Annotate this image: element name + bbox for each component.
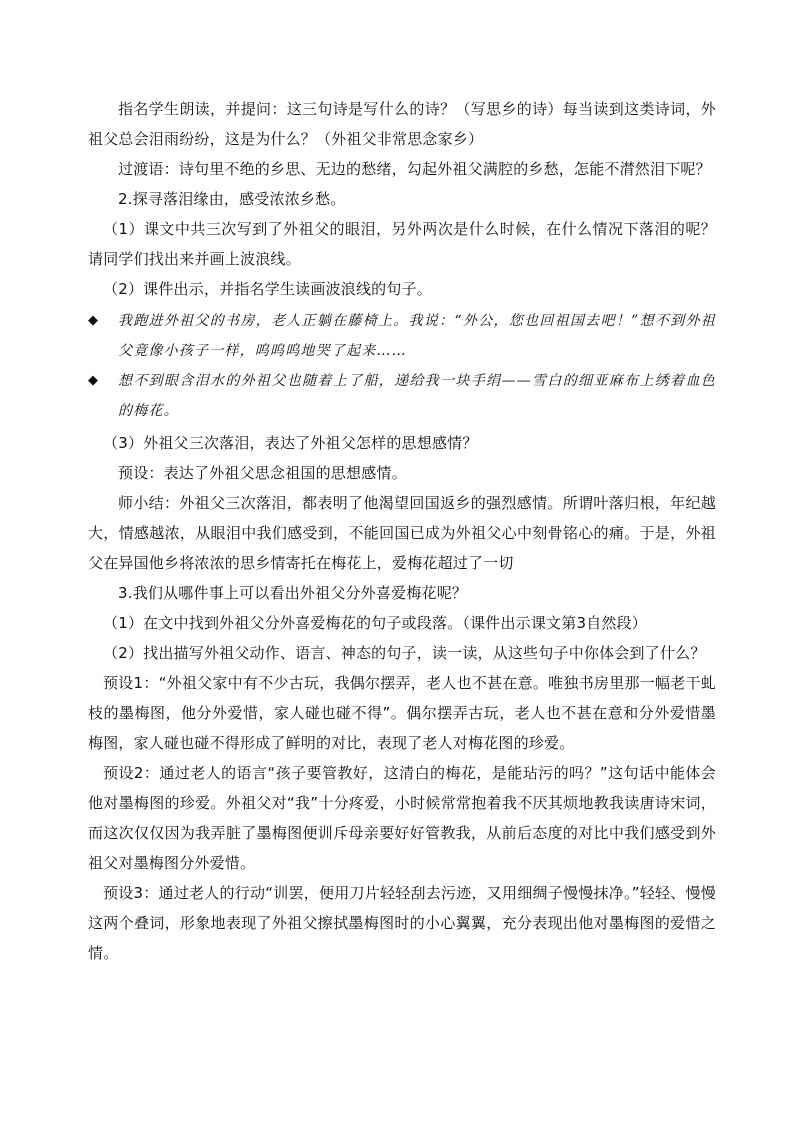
paragraph-teacher-summary: 师小结：外祖父三次落泪，都表明了他渴望回国返乡的强烈感情。所谓叶落归根，年纪越大，情感越浓，从眼泪中我们感受到，不能回国已成为外祖父心中刻骨铭心的痛。于是，外祖父在异国他乡将浓浓的思乡情寄托在梅花上，爱梅花超过了一切 (88, 494, 716, 572)
section-heading-3: 3.我们从哪件事上可以看出外祖父分外喜爱梅花呢？ (118, 584, 468, 602)
list-item (88, 306, 716, 366)
paragraph-task-2b: （2）找出描写外祖父动作、语言、神态的句子，读一读，从这些句子中你体会到了什么？ (103, 644, 706, 662)
paragraph-task-1b: （1）在文中找到外祖父分外喜爱梅花的句子或段落。（课件出示课文第3自然段） (103, 614, 647, 632)
paragraph-task-1: （1）课文中共三次写到了外祖父的眼泪，另外两次是什么时候，在什么情况下落泪的呢？请同学们找出来并画上波浪线。 (88, 220, 716, 268)
quoted-sentence: 我跑进外祖父的书房，老人正躺在藤椅上。我说：“外公，您也回祖国去吧！”想不到外祖父竟像小孩子一样，呜呜呜地哭了起来…… (118, 313, 716, 359)
paragraph-preset-2: 预设2：通过老人的语言“孩子要管教好，这清白的梅花，是能玷污的吗？”这句话中能体会他对墨梅图的珍爱。外祖父对“我”十分疼爱，小时候常常抱着我不厌其烦地教我读唐诗宋词，而这次仅仅因为我弄脏了墨梅图便训斥母亲要好好管教我，从前后态度的对比中我们感受到外祖父对墨梅图分外爱惜。 (88, 764, 716, 872)
diamond-bullet-icon: ◆ (88, 373, 99, 388)
paragraph-preset-1: 预设1：“外祖父家中有不少古玩，我偶尔摆弄，老人也不甚在意。唯独书房里那一幅老干虬枝的墨梅图，他分外爱惜，家人碰也碰不得”。偶尔摆弄古玩，老人也不甚在意和分外爱惜墨梅图，家人碰也碰不得形成了鲜明的对比，表现了老人对梅花图的珍爱。 (88, 674, 716, 752)
diamond-bullet-icon: ◆ (88, 313, 99, 328)
list-item (88, 366, 716, 426)
quoted-sentence: 想不到眼含泪水的外祖父也随着上了船，递给我一块手绢——雪白的细亚麻布上绣着血色的梅花。 (118, 373, 716, 419)
paragraph-transition: 过渡语：诗句里不绝的乡思、无边的愁绪，勾起外祖父满腔的乡愁，怎能不潸然泪下呢？ (118, 160, 711, 178)
paragraph-task-3: （3）外祖父三次落泪，表达了外祖父怎样的思想感情？ (103, 434, 478, 452)
paragraph-task-2: （2）课件出示，并指名学生读画波浪线的句子。 (103, 280, 432, 298)
section-heading-2: 2.探寻落泪缘由，感受浓浓乡愁。 (118, 190, 346, 208)
paragraph-preset: 预设：表达了外祖父思念祖国的思想感情。 (118, 464, 407, 482)
quoted-sentences-list (88, 306, 716, 426)
paragraph-reading-question: 指名学生朗读，并提问：这三句诗是写什么的诗？（写思乡的诗）每当读到这类诗词，外祖父总会泪雨纷纷，这是为什么？（外祖父非常思念家乡） (88, 100, 716, 148)
document-page (88, 94, 716, 968)
paragraph-preset-3: 预设3：通过老人的行动“训罢，便用刀片轻轻刮去污迹，又用细绸子慢慢抹净。”轻轻、慢慢这两个叠词，形象地表现了外祖父擦拭墨梅图时的小心翼翼，充分表现出他对墨梅图的爱惜之情。 (88, 884, 716, 962)
